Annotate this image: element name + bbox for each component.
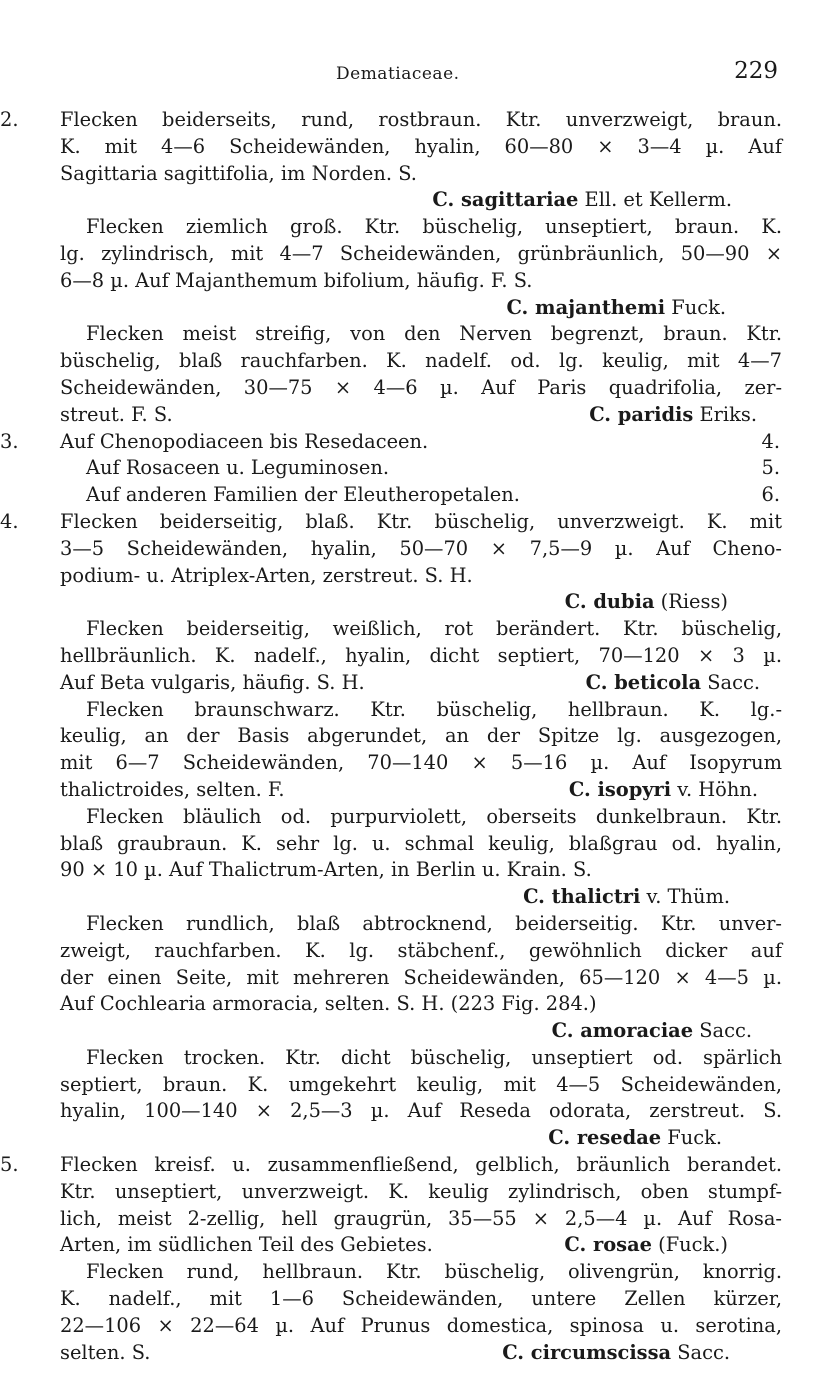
line-text: hellbräunlich. K. nadelf., hyalin, dicht septiert, 70—120 × 3 µ. <box>60 643 782 667</box>
line-text: Flecken meist streifig, von den Nerven begrenzt, braun. Ktr. <box>86 322 782 346</box>
text-line <box>30 1045 782 1072</box>
species-name: C. sagittariae Ell. et Kellerm. <box>432 188 732 212</box>
text-line <box>30 1313 782 1340</box>
text-line <box>30 831 782 858</box>
text-line <box>30 295 782 322</box>
text-line <box>30 161 782 188</box>
text-line <box>30 455 782 482</box>
line-text: Auf Beta vulgaris, häufig. S. H. <box>60 670 365 694</box>
text-line <box>30 348 782 375</box>
text-line <box>30 1232 782 1259</box>
text-line <box>30 214 782 241</box>
line-text: Flecken ziemlich groß. Ktr. büschelig, unseptiert, braun. K. <box>86 215 782 239</box>
line-text: Flecken kreisf. u. zusammenfließend, gelblich, bräunlich berandet. <box>60 1153 782 1177</box>
line-text: keulig, an der Basis abgerundet, an der Spitze lg. ausgezogen, <box>60 724 782 748</box>
text-line <box>30 134 782 161</box>
running-title: Dematiaceae. <box>336 64 460 84</box>
line-text: Flecken braunschwarz. Ktr. büschelig, hellbraun. K. lg.- <box>86 697 782 721</box>
line-text: Flecken beiderseits, rund, rostbraun. Ktr. unverzweigt, braun. <box>60 108 782 131</box>
species-name: C. paridis Eriks. <box>589 402 757 426</box>
text-line <box>30 1286 782 1313</box>
line-text: lg. zylindrisch, mit 4—7 Scheidewänden, grünbräunlich, 50—90 × <box>60 241 782 265</box>
line-text: mit 6—7 Scheidewänden, 70—140 × 5—16 µ. Auf Isopyrum <box>60 751 782 775</box>
text-line <box>30 804 782 831</box>
text-line <box>30 938 782 965</box>
text-line <box>30 402 782 429</box>
line-text: lich, meist 2-zellig, hell graugrün, 35—55 × 2,5—4 µ. Auf Rosa- <box>60 1206 782 1230</box>
line-text: Flecken bläulich od. purpurviolett, oberseits dunkelbraun. Ktr. <box>86 804 782 828</box>
line-text: 22—106 × 22—64 µ. Auf Prunus domestica, spinosa u. serotina, <box>60 1313 782 1337</box>
text-line <box>30 321 782 348</box>
line-text: blaß graubraun. K. sehr lg. u. schmal keulig, blaßgrau od. hyalin, <box>60 831 782 855</box>
text-line <box>30 482 782 509</box>
line-text: büschelig, blaß rauchfarben. K. nadelf. od. lg. keulig, mit 4—7 <box>60 349 782 373</box>
text-line <box>0 509 782 536</box>
line-text: 3—5 Scheidewänden, hyalin, 50—70 × 7,5—9 µ. Auf Cheno- <box>60 536 782 560</box>
text-line <box>30 1179 782 1206</box>
text-line <box>30 991 782 1018</box>
text-line <box>30 375 782 402</box>
species-name: 6. <box>761 483 780 507</box>
text-line <box>30 911 782 938</box>
line-text: K. nadelf., mit 1—6 Scheidewänden, untere Zellen kürzer, <box>60 1287 782 1311</box>
text-line <box>30 965 782 992</box>
text-line <box>30 697 782 724</box>
page-header <box>0 58 830 92</box>
text-line <box>30 1340 782 1367</box>
line-text: Flecken trocken. Ktr. dicht büschelig, unseptiert od. spärlich <box>86 1045 782 1069</box>
species-name: 4. <box>761 429 780 453</box>
key-number: 4. <box>0 509 19 533</box>
key-number: 2. <box>0 108 19 131</box>
line-text: septiert, braun. K. umgekehrt keulig, mit 4—5 Scheidewänden, <box>60 1072 782 1096</box>
species-name: C. isopyri v. Höhn. <box>568 777 758 801</box>
species-name: C. thalictri v. Thüm. <box>523 885 730 909</box>
line-text: 90 × 10 µ. Auf Thalictrum-Arten, in Berlin u. Krain. S. <box>60 858 592 882</box>
text-line <box>30 670 782 697</box>
line-text: 6—8 µ. Auf Majanthemum bifolium, häufig. F. S. <box>60 268 533 292</box>
line-text: zweigt, rauchfarben. K. lg. stäbchenf., gewöhnlich dicker auf <box>60 938 782 962</box>
key-number: 3. <box>0 429 19 453</box>
text-line <box>30 723 782 750</box>
text-line <box>30 1259 782 1286</box>
text-line <box>30 1125 782 1152</box>
text-line <box>0 107 782 134</box>
species-name: C. resedae Fuck. <box>548 1126 722 1150</box>
text-line <box>30 1098 782 1125</box>
line-text: Auf Rosaceen u. Leguminosen. <box>86 456 389 480</box>
text-line <box>30 536 782 563</box>
species-name: C. amoraciae Sacc. <box>551 1019 752 1043</box>
line-text: hyalin, 100—140 × 2,5—3 µ. Auf Reseda odorata, zerstreut. S. <box>60 1099 782 1123</box>
line-text: K. mit 4—6 Scheidewänden, hyalin, 60—80 × 3—4 µ. Auf <box>60 134 782 158</box>
line-text: Flecken rund, hellbraun. Ktr. büschelig, olivengrün, knorrig. <box>86 1260 782 1284</box>
text-line <box>30 884 782 911</box>
text-line <box>30 643 782 670</box>
line-text: podium- u. Atriplex-Arten, zerstreut. S. H. <box>60 563 473 587</box>
text-line <box>0 1152 782 1179</box>
line-text: Flecken beiderseitig, blaß. Ktr. büschelig, unverzweigt. K. mit <box>60 509 782 533</box>
species-name: C. dubia (Riess) <box>564 590 728 614</box>
species-name: C. circumscissa Sacc. <box>502 1340 730 1364</box>
species-name: 5. <box>761 456 780 480</box>
line-text: Arten, im südlichen Teil des Gebietes. <box>60 1233 433 1257</box>
line-text: Scheidewänden, 30—75 × 4—6 µ. Auf Paris quadrifolia, zer- <box>60 375 782 399</box>
text-line <box>0 429 782 456</box>
text-line <box>30 563 782 590</box>
line-text: Flecken beiderseitig, weißlich, rot berändert. Ktr. büschelig, <box>86 617 782 641</box>
key-text <box>0 107 782 1366</box>
species-name: C. beticola Sacc. <box>585 670 760 694</box>
line-text: Auf Cochlearia armoracia, selten. S. H. (223 Fig. 284.) <box>60 992 597 1016</box>
text-line <box>30 616 782 643</box>
text-line <box>30 241 782 268</box>
line-text: streut. F. S. <box>60 402 173 426</box>
text-line <box>30 777 782 804</box>
text-line <box>30 1206 782 1233</box>
text-line <box>30 589 782 616</box>
text-line <box>30 750 782 777</box>
line-text: Sagittaria sagittifolia, im Norden. S. <box>60 161 417 185</box>
line-text: Auf Chenopodiaceen bis Resedaceen. <box>60 429 429 453</box>
line-text: der einen Seite, mit mehreren Scheidewänden, 65—120 × 4—5 µ. <box>60 965 782 989</box>
key-number: 5. <box>0 1153 19 1177</box>
text-line <box>30 1072 782 1099</box>
line-text: selten. S. <box>60 1340 151 1364</box>
text-line <box>30 1018 782 1045</box>
species-name: C. majanthemi Fuck. <box>506 295 726 319</box>
page-number: 229 <box>734 58 778 84</box>
line-text: Ktr. unseptiert, unverzweigt. K. keulig zylindrisch, oben stumpf- <box>60 1179 782 1203</box>
line-text: Flecken rundlich, blaß abtrocknend, beiderseitig. Ktr. unver- <box>86 911 782 935</box>
text-line <box>30 857 782 884</box>
line-text: Auf anderen Familien der Eleutheropetalen. <box>86 483 520 507</box>
line-text: thalictroides, selten. F. <box>60 777 285 801</box>
text-line <box>30 268 782 295</box>
species-name: C. rosae (Fuck.) <box>564 1233 728 1257</box>
text-line <box>30 187 782 214</box>
